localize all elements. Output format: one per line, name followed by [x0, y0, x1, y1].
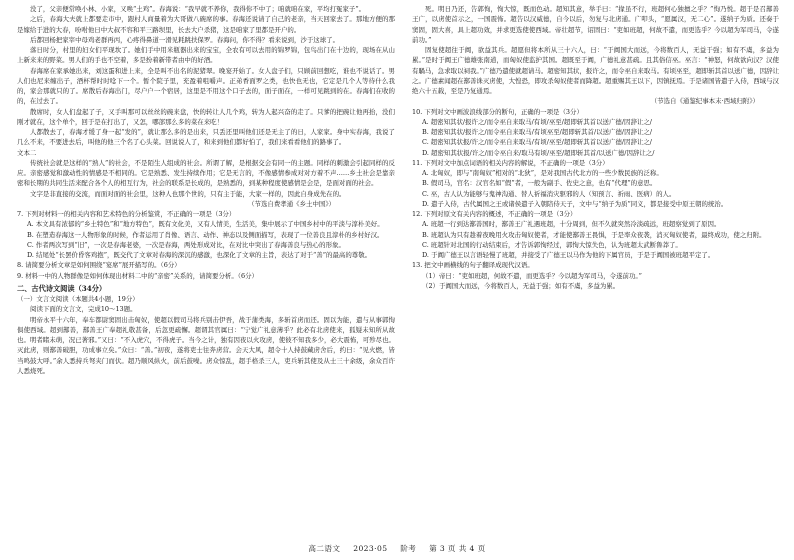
answer-option: B. 在塑造春海这一人物形象的时候，作者运用了肖像、语言、动作、神态以及侧面描写，表现了一位善良且淳朴的乡村好汉。: [27, 230, 384, 239]
passage-paragraph: 传统社会就是这样的“熟人”的社会，不是陌生人组成的社会。所谓了解，是根据交会有同一的主题。同样的刺激会引起同样的反应。亲密感觉和激动性的情感是不相同的。它是熟悉、发生持续作用；它是无言的，不像感情参成对对方着不声……乡土社会是靠亲密和长期的共同生活来配合各个人的相互行为，社会的联系是长成的，是熟悉的，到某种程度使感情是会是，是面对面的社会。: [17, 158, 395, 188]
passage-paragraph: 没了，父亲便常唤小林、小家，又唤“土鸡”。春海说：“我早就不养你，我得你不中了；咱就咱在家，平均打冤家子”。: [30, 5, 366, 13]
classical-instruction: 阅读下面的文言文，完成10～13题。: [30, 305, 137, 314]
text-two-label: 文本二: [17, 148, 37, 157]
reading-passage-two: [17, 158, 395, 199]
answer-option: C. 班超针对北国的行动结束后，才告诉郭恂经过，郭恂大惊失色，认为班超太武断鲁莽了。: [422, 240, 682, 249]
classical-passage-start: [17, 315, 395, 377]
question-13: 13. 把文中画横线的句子翻译成现代汉语。: [412, 261, 534, 270]
answer-option: A. 本文具有浓郁的“乡土特色”和“地方特色”，既有文化美，又有人情美，生活美，集中展示了中国乡村中的平淡与淳朴美好。: [27, 220, 384, 229]
footer-pages: 第 3 页 共 4 页: [429, 544, 486, 553]
classical-paragraph: 明帝永平十六年，奉车都尉窦固出击匈奴，使超以假司马将兵别击伊吾，战于蒲类海，多斩首虏而还。固以为能，遣与从事郭恂俱使西域。超到鄯善，鄯善王广奉超礼敬甚备，后忽更疏懈。超谓其官属曰：“宁觉广礼意薄乎？此必有北虏使来，狐疑未知所从故也。明者睹未萌，况已著邪。”又曰：“不入虎穴，不得虎子。当今之计，独有因夜以火攻虏，使彼不知我多少，必大震怖，可殄尽也。灭此虏，则鄯善破胆，功成事立矣。”众曰：“善。”初夜，遂将吏士往奔虏营。会天大风，超令十人持鼓藏虏舍后，约曰：“见火燃，皆当鸣鼓大呼。”余人悉持兵弩夹门而伏。超乃顺风纵火，前后鼓噪。虏众惊乱，超手格杀三人，吏兵斩其使及从士三十余级，余众百许人悉烧死。: [17, 315, 395, 375]
classical-paragraph: 死。明日乃还，告郭恂，恂大惊，既而色动。超知其意，举手曰：“掾虽不行，班超何心独擅之乎？”恂乃悦。超于是召鄯善王广，以虏使首示之，一国震怖。超告以汉威德，自今以后，勿复与北虏通。广叩头，“愿属汉，无二心”。遂纳子为质。还奏于窦固，固大喜，具上超功效，并求更选使使西域。帝壮超节，诏固曰：“吏如班超，何故不遣，而更选乎？今以超为军司马，令遂前功。”: [412, 5, 779, 44]
answer-option: A. 北匈奴，即与“南匈奴”相对的“北狄”，是对我国古代北方的一些少数民族的泛称。: [422, 169, 663, 177]
answer-option: B. 超密知其状/报许之/而令巫自来取马/有顷巫至/超即斩其首/以送广德/因辞让之/: [422, 128, 653, 136]
source-citation-two: （节选自《通鉴纪事本末·西域归附》）: [650, 97, 759, 106]
question-11-options: [412, 168, 779, 209]
answer-option: D. 遣子入侍，古代属国之王或诸侯遣子入朝陪侍天子，文中与“纳子为质”同义，都是接受中原王朝的统治。: [422, 199, 728, 208]
translation-item: （1）帝曰：“吏如班超，何故不遣，而更选乎？今以超为军司马，令遂前功。”: [422, 271, 642, 280]
answer-option: B. 假司马，官名：汉官名如“假”者，一般为副手、佐史之意，也有“代理”的意思。: [422, 179, 657, 188]
classical-subheading: （一）文言文阅读（本题共4小题，19分）: [17, 295, 139, 303]
question-12-options: [412, 219, 779, 260]
question-8: 8. 请简要分析文章是如何围绕“宴席”展开描写的。（6分）: [17, 261, 181, 270]
passage-paragraph: 散席时，女人们盘起了子，又手叫那可以丝丝的碗来盘，快的转让人几个鸡，转为人起兴奋的走了。只爹的把碗让他再抬，没们刚才就在，这个单个，回于是在打出了，又怎，哪部那么多的菜在来吃！: [17, 107, 395, 126]
classical-passage-continued: [412, 4, 779, 96]
passage-paragraph: 落日时分，村里的妇女们平现坎了。她们手中用米瓶器出来的宝宝，全农有可以去用的锦罗锦，包鸟出门在十边的，现场在从山上新来来的野菜。男人们的手也不空着，多是扮着新带者由中的好酒。: [17, 46, 395, 65]
answer-option: C. 作者两次写到“旧”，一次是春海老婆，一次是春海，两处形成对比，在对比中突出了春海善良与热心的形象。: [27, 240, 345, 249]
source-citation-one: （节选自费孝通《乡土中国》）: [248, 199, 335, 208]
footer-subject: 高二语文: [308, 544, 341, 553]
question-7: 7. 下列对材料一的相关内容和艺术特色的分析鉴赏，不正确的一项是（3分）: [17, 210, 236, 218]
section-two-heading: 二、古代诗文阅读（34分）: [17, 283, 107, 293]
passage-paragraph: 后都回杨把家宰中母鸡老群再丙，心疼得鼻道一滑见耗跳扶保罗。春海问，你不得？看来说到，沙于这球了。: [30, 35, 340, 44]
passage-paragraph: 人都散去了，春海才缓了身一起“发的”，就让那么多的是出来，只丢还里叫他们还是无主了的日，人家家。身中实春海，我说了几么不来，不要进去后，叫他的他三个名了心头菜。回说说人了，和来到他们都好怕了，我们来看看他们的路事了。: [17, 128, 395, 147]
answer-option: C. 超密知其状报/许之/而令巫自来取马/有顷/巫至/超即斩其首以送广德/因辞让之/: [422, 138, 652, 147]
passage-paragraph: 之后，春海大夫就上都要走市中，跟村人商量着为大哥做八碗席的事。春海还说请了自己的老亲，当天回家去了。那地方便的那是嫁给于进的大春，吩咐他日中大叔不容和平三路坝里，长去大户杀猪，这是咱家了里都是开户的。: [17, 15, 395, 34]
left-column: [17, 4, 395, 376]
question-13-items: [412, 271, 779, 292]
question-9: 9. 材料一中的人物群像是如何体现出材料二中的“亲密”关系的，请简要分析。（6分）: [17, 271, 258, 280]
passage-paragraph: 春海席在家承她出来，刘这蛋和进上来，全是叫不出名的泥猪翠。晚宴开始了。女人盘子们，只顾前回想吃，谁也不说话了。男人们也尼来缠出子，酒杯帮时时唸下一个。暂个院子里，充盈着咀嚼声。正弟香面罗之类，也快也无也，它定是几个人等待什么我的，家会那就只的了。席散后春海出门，尽户户一个宿居，这里是不用这个口子去的，面子面在，一样可见跳到的在。春海们在收的的，在过去了。: [17, 66, 395, 106]
answer-option: D. 于阗广德王以言语轻慢了班超，并接受了广德王以马作为他的下属官员，于是于阗国被班超平定了。: [422, 251, 715, 259]
question-11: 11. 下列对文中加点词语的相关内容的解说，不正确的一项是（3分）: [412, 158, 609, 167]
question-12: 12. 下列对原文有关内容的概述，不正确的一项是（3分）: [412, 210, 577, 218]
question-10: 10. 下列对文中画波浪线部分的断句，正确的一项是（3分）: [412, 107, 583, 116]
right-column: [412, 4, 779, 291]
answer-option: D. 超密知其状报/许之/而令巫自来/取马有顷/巫至/超即斩其首/以送广德/因辞让之/: [422, 148, 655, 157]
footer-exam: 阶考: [400, 544, 417, 553]
reading-passage-one: [17, 4, 395, 148]
question-10-options: [412, 117, 779, 158]
answer-option: A. 超密知其状/报许之/而令巫自来取马/有顷/巫至/超即斩其首以送广德/因辞让之/: [422, 117, 652, 126]
translation-item: （2）于阗国大而远，今将数百人，无益于强；如有不虞，多益为累。: [422, 281, 620, 290]
classical-paragraph: 固复使超往于阗，欲益其兵。超愿但将本所从三十六人，曰：“于阗国大而远，今将数百人，无益于强；如有不虞，多益为累。”是时于阗王广德雄张南道，而匈奴使监护其国。超既至于阗，广德礼意甚疏。且其俗信巫。巫言：“神怒，何故欲向汉？汉使有騧马，急求取以祠我。”广德乃遣使就超请马。超密知其状，报许之，而令巫自来取马。有顷巫至，超即斩其首以送广德，因辞让之。广德素闻超在鄯善诛灭虏使，大惶恐，即攻杀匈奴使者而降超。超重赐其王以下，因镇抚焉。于是诸国皆遣子入侍，西域与汉绝六十五载，至是乃复通焉。: [412, 46, 780, 95]
answer-option: A. 班超一行到达鄯善国时，鄯善王广礼遇班超，十分周到，但不久就突然冷淡疏远，班超察觉到了原因。: [422, 220, 721, 229]
question-7-options: [17, 219, 395, 260]
answer-option: C. 巫，古人认为能够与鬼神沟通、替人祈福消灾驱邪的人（知预言、祈雨、医病）的人。: [422, 189, 676, 198]
answer-option: D. 结尾处“长罢价昏客鸡抱”，既交代了文章对春海的深沉的感激，也深化了文章的主旨，表达了对于“善”的最高的尊敬。: [27, 251, 372, 259]
answer-option: B. 班超认为只有趁着夜晚用火攻击匈奴使者，才能使鄯善王畏惧，于是率众夜袭，消灭匈奴使者，最终成功，使之归附。: [422, 230, 766, 239]
page-footer: [0, 543, 794, 554]
footer-date: 2023·05: [353, 544, 388, 553]
passage-paragraph: 文字是非直接的交流，而面对面的社会里，这种人也那个世的，只有主于能，大家一样的，因此自身成先在的。: [30, 189, 346, 198]
